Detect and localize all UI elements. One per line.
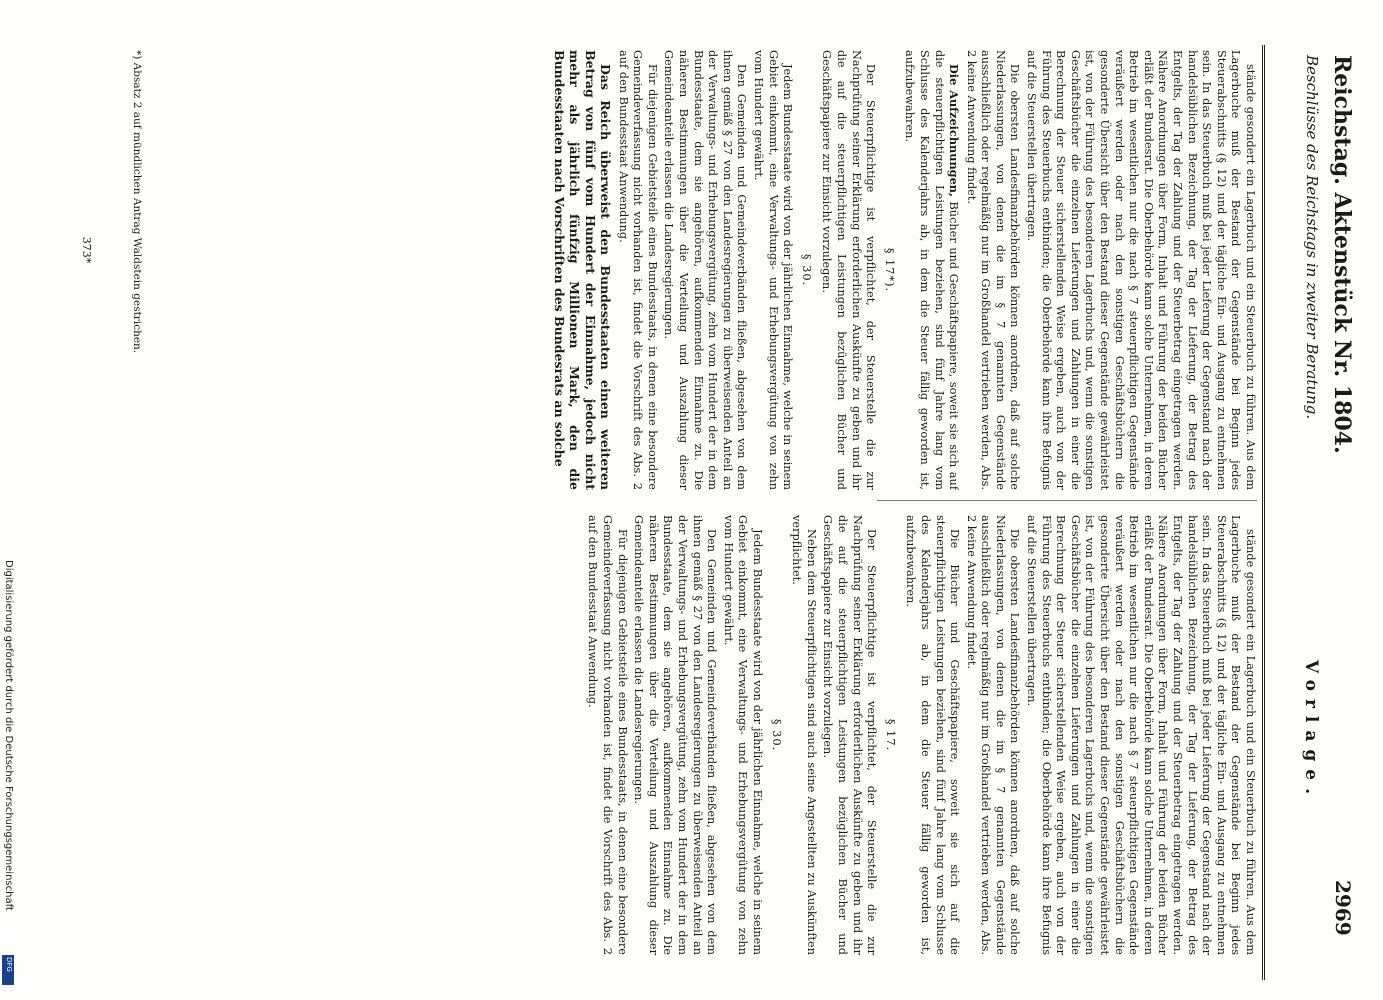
left-para-6: Den Gemeinden und Gemeindeverbänden fließen, abgesehen von dem ihnen gemäß § 27 von den Landesregierungen zu überweisenden Anteil an der Verwaltungs- und Erhebungsvergütung, zehn vom Hundert der in dem Bundesstaate, dem sie angehören, aufkommenden Einnahme zu. Die näheren Bestimmungen über die Verteilung und Auszahlung dieser Gemeindeanteile erlassen die Landesregierungen. [662,50,749,490]
left-section-17: § 17*). [882,247,896,293]
right-para-7: Für diejenigen Gebietsteile eines Bundesstaats, in denen eine besondere Gemeindeverfassung nicht vorhanden ist, findet die Vorschrift des Abs. 2 auf den Bundesstaat Anwendung. [586,515,629,955]
right-para-3: Die Bücher und Geschäftspapiere, soweit sie sich auf die steuerpflichtigen Leistungen beziehen, sind fünf Jahre lang vom Schlusse des Kalenderjahrs ab, in dem die Steuer fällig geworden ist, aufzubewahren. [904,515,962,955]
right-section-30: § 30. [769,718,783,752]
left-para-2: Die obersten Landesfinanzbehörden können anordnen, daß auf solche Niederlassungen, von denen die im § 7 genannten Gegenstände ausschließlich oder regelmäßig nur im Großhandel vertrieben werden, Abs. 2 keine Anwendung findet. [964,50,1022,490]
right-para-6: Den Gemeinden und Gemeindeverbänden fließen, abgesehen von dem ihnen gemäß § 27 von den Landesregierungen zu überweisenden Anteil an der Verwaltungs- und Erhebungsvergütung, zehn vom Hundert der in dem Bundesstaate, dem sie angehören, aufkommenden Einnahme zu. Die näheren Bestimmungen über die Verteilung und Auszahlung dieser Gemeindeanteile erlassen die Landesregierungen. [632,515,719,955]
footnote: *) Absatz 2 auf mündlichen Antrag Waldstein gestrichen. [131,50,143,354]
header-left-title: Reichstag. Aktenstück Nr. 1804. [1329,55,1355,454]
left-section-30: § 30. [799,253,813,287]
right-para-1: stände gesondert ein Lagerbuch und ein Steuerbuch zu führen. Aus dem Lagerbuche muß der Bestand der Gegenstände bei Beginn jedes Steuerabschnitts (§ 12) und der tägliche Ein- und Ausgang zu entnehmen sein. In das Steuerbuch muß bei jeder Lieferung der Gegenstand nach der handelsüblichen Bezeichnung, der Tag der Lieferung, der Betrag des Entgelts, der Tag der Zahlung und der Steuerbetrag eingetragen werden. Nähere Anordnungen über Form, Inhalt und Führung der beiden Bücher erläßt der Bundesrat. Die Oberbehörde kann solche Unternehmen, in deren Betrieb im wesentlichen nur die nach § 7 steuerpflichtigen Gegenstände veräußert werden oder nach den sonstigen Geschäftsbüchern die gesonderte Übersicht über den Bestand dieser Gegenstände gewährleistet ist, von der Führung des besonderen Lagerbuchs und, wenn die sonstigen Geschäftsbücher die einzelnen Lieferungen und Zahlungen in einer die Berechnung der Steuer sicherstellenden Weise ergeben, auch von der Führung des Steuerbuchs entbinden; die Oberbehörde kann ihre Befugnis auf die Steuerstellen übertragen. [1025,515,1257,955]
left-column [107,50,1257,490]
right-section-17: § 17. [883,718,897,752]
left-para-3: Die Aufzeichnungen, Bücher und Geschäftspapiere, soweit sie sich auf die steuerpflichtigen Leistungen beziehen, sind fünf Jahre lang vom Schlusse des Kalenderjahrs ab, in dem die Steuer fällig geworden ist, aufzubewahren. [903,50,962,490]
page-code: 373* [80,236,93,264]
right-para-4b: Neben dem Steuerpflichtigen sind auch seine Angestellten zu Auskünften verpflichtet. [790,515,818,955]
dfg-logo: DFG [2,955,14,985]
left-para-5: Jedem Bundesstaate wird von der jährlichen Einnahme, welche in seinem Gebiet einkommt, eine Verwaltungs- und Erhebungsvergütung von zehn vom Hundert gewährt. [752,50,795,490]
header-rule [1262,45,1265,980]
left-para-8: Das Reich überweist den Bundesstaaten einen weiteren Betrag von fünf vom Hundert der Einnahme, jedoch nicht mehr als jährlich fünfzig Millionen Mark, den die Bundesstaaten nach Vorschriften des Bundesrats an solche [551,50,614,490]
header-right-title: Vorlage. [1301,660,1321,803]
right-column [107,515,1257,955]
right-para-2: Die obersten Landesfinanzbehörden können anordnen, daß auf solche Niederlassungen, von denen die im § 7 genannten Gegenstände ausschließlich oder regelmäßig nur im Großhandel vertrieben werden, Abs. 2 keine Anwendung findet. [964,515,1022,955]
right-para-5: Jedem Bundesstaate wird von der jährlichen Einnahme, welche in seinem Gebiet einkommt, eine Verwaltungs- und Erhebungsvergütung von zehn vom Hundert gewährt. [721,515,764,955]
page-number: 2969 [1331,880,1355,936]
left-para-4: Der Steuerpflichtige ist verpflichtet, der Steuerstelle die zur Nachprüfung seiner Erklärung erforderlichen Auskünfte zu geben und ihr die auf die steuerpflichtigen Leistungen bezüglichen Bücher und Geschäftspapiere zur Einsicht vorzulegen. [820,50,878,490]
header-left-subtitle: Beschlüsse des Reichstags in zweiter Beratung. [1303,55,1321,420]
funding-text: Digitalisierung gefördert durch die Deutsche Forschungsgemeinschaft [3,560,14,911]
left-para-1: stände gesondert ein Lagerbuch und ein Steuerbuch zu führen. Aus dem Lagerbuche muß der Bestand der Gegenstände bei Beginn jedes Steuerabschnitts (§ 12) und der tägliche Ein- und Ausgang zu entnehmen sein. In das Steuerbuch muß bei jeder Lieferung der Gegenstand nach der handelsüblichen Bezeichnung, der Tag der Lieferung, der Betrag des Entgelts, der Tag der Zahlung und der Steuerbetrag eingetragen werden. Nähere Anordnungen über Form, Inhalt und Führung der beiden Bücher erläßt der Bundesrat. Die Oberbehörde kann solche Unternehmen, in deren Betrieb im wesentlichen nur die nach § 7 steuerpflichtigen Gegenstände veräußert werden oder nach den sonstigen Geschäftsbüchern die gesonderte Übersicht über den Bestand dieser Gegenstände gewährleistet ist, von der Führung des besonderen Lagerbuchs und, wenn die sonstigen Geschäftsbücher die einzelnen Lieferungen und Zahlungen in einer die Berechnung der Steuer sicherstellenden Weise ergeben, auch von der Führung des Steuerbuchs entbinden; die Oberbehörde kann ihre Befugnis auf die Steuerstellen übertragen. [1025,50,1257,490]
column-rule [877,500,1257,501]
left-para-7: Für diejenigen Gebietsteile eines Bundesstaats, in denen eine besondere Gemeindeverfassung nicht vorhanden ist, findet die Vorschrift des Abs. 2 auf den Bundesstaat Anwendung. [616,50,659,490]
right-para-4: Der Steuerpflichtige ist verpflichtet, der Steuerstelle die zur Nachprüfung seiner Erklärung erforderlichen Auskünfte zu geben und ihr die auf die steuerpflichtigen Leistungen bezüglichen Bücher und Geschäftspapiere zur Einsicht vorzulegen. [821,515,879,955]
